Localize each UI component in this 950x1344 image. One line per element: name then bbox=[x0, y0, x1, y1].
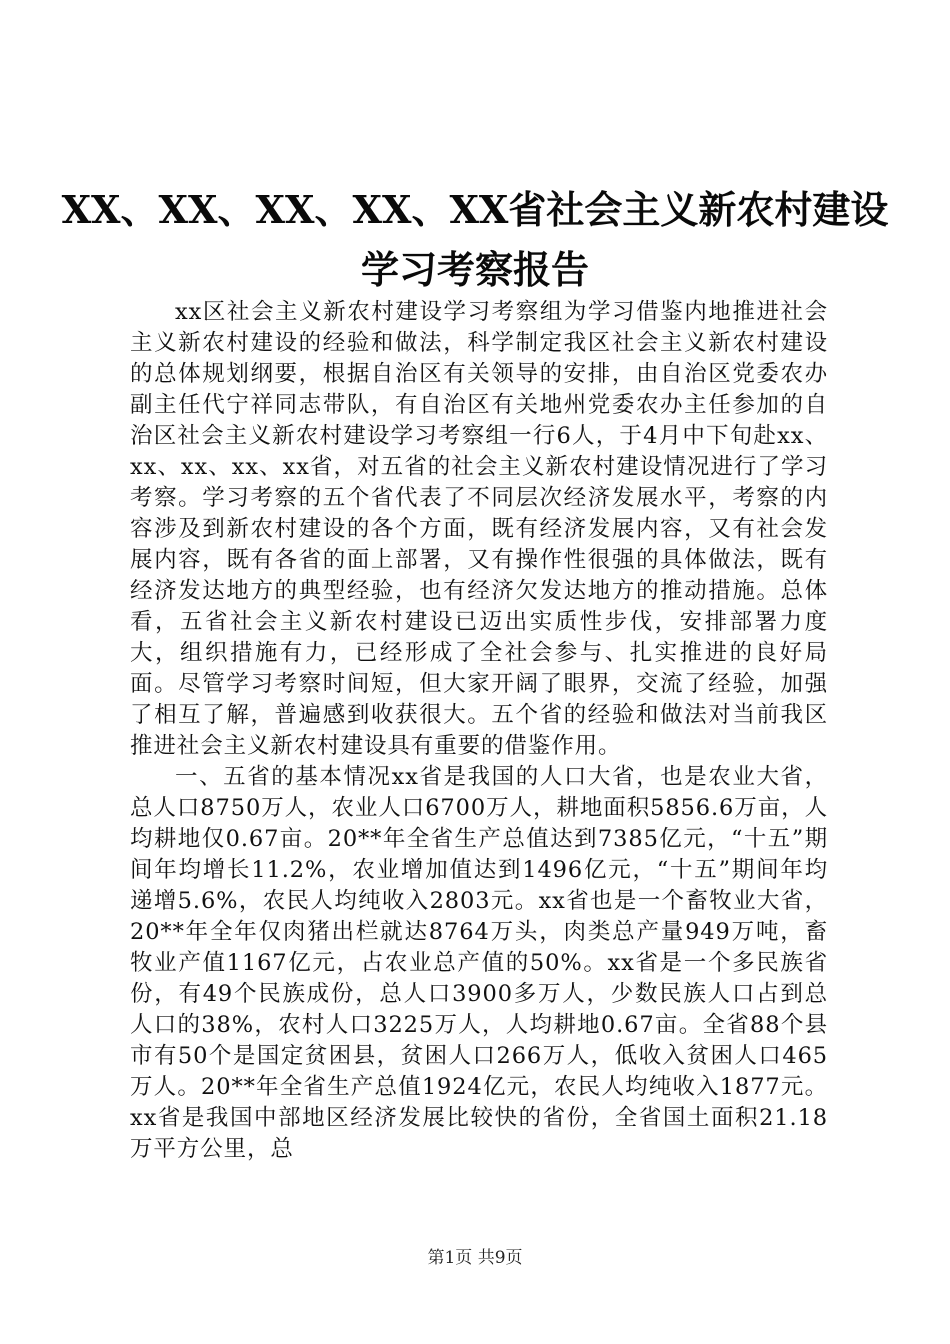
body-paragraph-basic-situation: 一、五省的基本情况xx省是我国的人口大省，也是农业大省，总人口8750万人，农业人口6700万人，耕地面积5856.6万亩，人均耕地仅0.67亩。20**年全省生产总值达到7385亿元，“十五”期间年均增长11.2%，农业增加值达到1496亿元，“十五”期间年均递增5.6%，农民人均纯收入2803元。xx省也是一个畜牧业大省，20**年全年仅肉猪出栏就达8764万头，肉类总产量949万吨，畜牧业产值1167亿元，占农业总产值的50%。xx省是一个多民族省份，有49个民族成份，总人口3900多万人，少数民族人口占到总人口的38%，农村人口3225万人，人均耕地0.67亩。全省88个县市有50个是国定贫困县，贫困人口266万人，低收入贫困人口465万人。20**年全省生产总值1924亿元，农民人均纯收入1877元。xx省是我国中部地区经济发展比较快的省份，全省国土面积21.18万平方公里，总 bbox=[130, 764, 828, 1162]
document-title-line-1: XX、XX、XX、XX、XX省社会主义新农村建设 bbox=[61, 187, 889, 232]
body-paragraph-intro: xx区社会主义新农村建设学习考察组为学习借鉴内地推进社会主义新农村建设的经验和做法，科学制定我区社会主义新农村建设的总体规划纲要，根据自治区有关领导的安排，由自治区党委农办副主任代宁祥同志带队，有自治区有关地州党委农办主任参加的自治区社会主义新农村建设学习考察组一行6人，于4月中下旬赴xx、xx、xx、xx、xx省，对五省的社会主义新农村建设情况进行了学习考察。学习考察的五个省代表了不同层次经济发展水平，考察的内容涉及到新农村建设的各个方面，既有经济发展内容，又有社会发展内容，既有各省的面上部署，又有操作性很强的具体做法，既有经济发达地方的典型经验，也有经济欠发达地方的推动措施。总体看，五省社会主义新农村建设已迈出实质性步伐，安排部署力度大，组织措施有力，已经形成了全社会参与、扎实推进的良好局面。尽管学习考察时间短，但大家开阔了眼界，交流了经验，加强了相互了解，普遍感到收获很大。五个省的经验和做法对当前我区推进社会主义新农村建设具有重要的借鉴作用。 bbox=[130, 299, 828, 759]
document-body bbox=[130, 297, 828, 1165]
page-number-footer: 第1页 共9页 bbox=[427, 1248, 523, 1268]
document-title-line-2: 学习考察报告 bbox=[360, 247, 589, 292]
